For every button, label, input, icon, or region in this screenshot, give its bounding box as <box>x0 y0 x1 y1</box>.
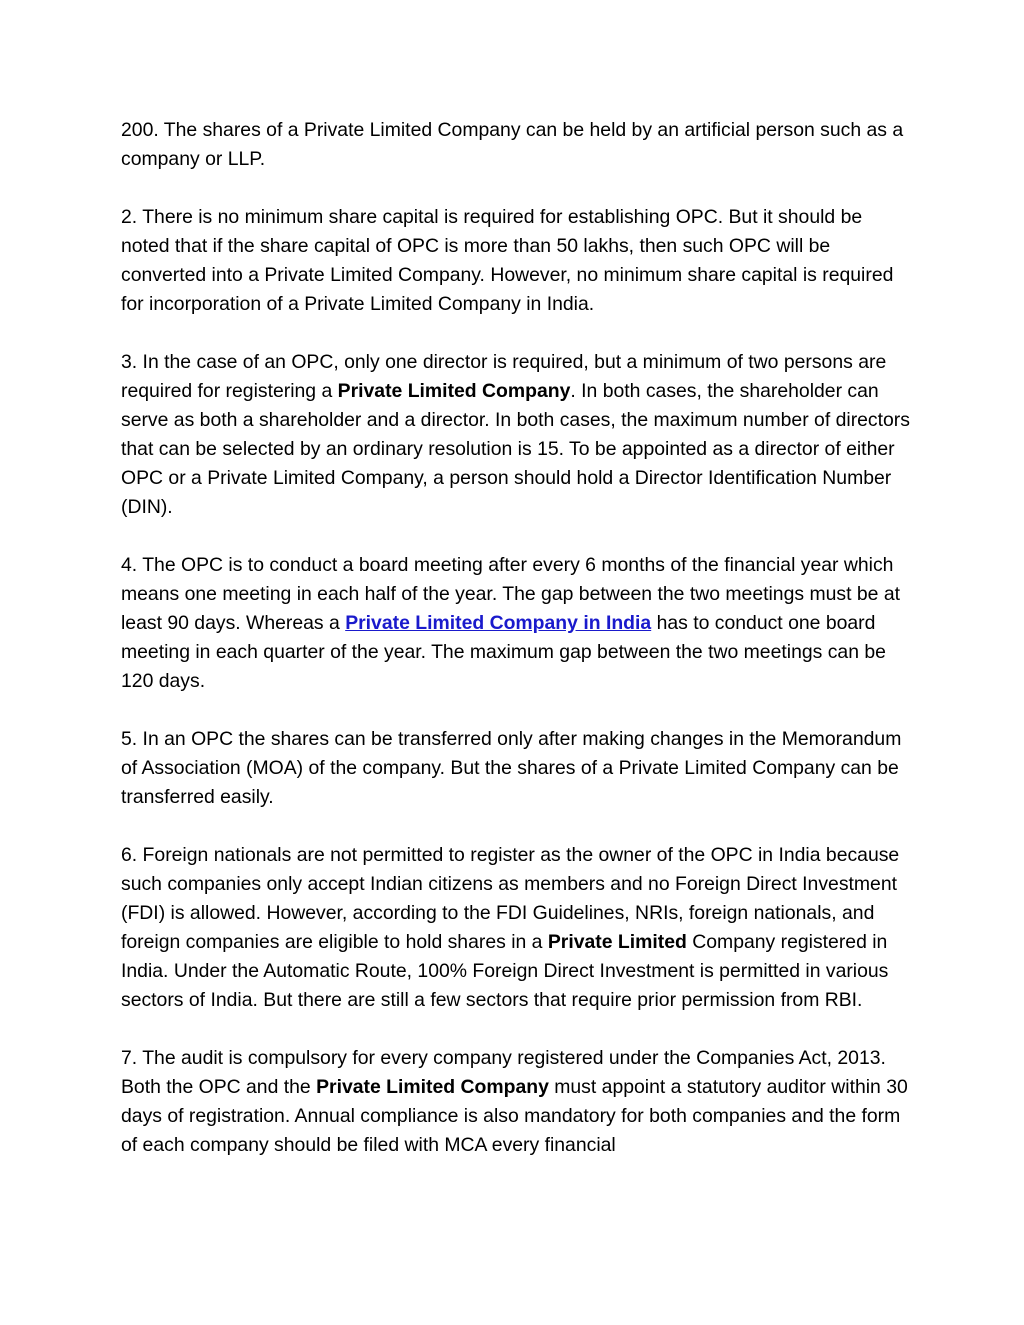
paragraph-text-after: . In both cases, the shareholder can serve as both a shareholder and a director. In both cases, the maximum number of directors that can be selected by an ordinary resolution is 15. To be appointed as a director of either OPC or a Private Limited Company, a person should hold a Director Identification Number (DIN). <box>121 380 910 518</box>
paragraph-6-foreign-nationals <box>121 841 911 1015</box>
paragraph-200 <box>121 116 911 174</box>
paragraph-text-before: 4. The OPC is to conduct a board meeting after every 6 months of the financial year which means one meeting in each half of the year. The gap between the two meetings must be at least 90 days. Whereas a <box>121 554 900 634</box>
bold-term: Private Limited <box>547 931 687 953</box>
paragraph-2-share-capital <box>121 203 911 319</box>
paragraph-text-before: 3. In the case of an OPC, only one director is required, but a minimum of two persons are required for registering a <box>121 351 887 402</box>
paragraph-text: 2. There is no minimum share capital is required for establishing OPC. But it should be noted that if the share capital of OPC is more than 50 lakhs, then such OPC will be converted into a Private Limited Company. However, no minimum share capital is required for incorporation of a Private Limited Company in India. <box>121 206 894 315</box>
document-body <box>121 116 911 1189</box>
paragraph-text-before: 7. The audit is compulsory for every company registered under the Companies Act, 2013. Both the OPC and the <box>121 1047 886 1098</box>
paragraph-4-board-meetings <box>121 551 911 696</box>
paragraph-5-share-transfer <box>121 725 911 812</box>
paragraph-text: 5. In an OPC the shares can be transferred only after making changes in the Memorandum of Association (MOA) of the company. But the shares of a Private Limited Company can be transferred easily. <box>121 728 902 808</box>
paragraph-text: 200. The shares of a Private Limited Company can be held by an artificial person such as a company or LLP. <box>121 119 904 170</box>
paragraph-text-after: must appoint a statutory auditor within 30 days of registration. Annual compliance is also mandatory for both companies and the form of each company should be filed with MCA every financial <box>121 1076 908 1156</box>
paragraph-text-after: has to conduct one board meeting in each quarter of the year. The maximum gap between the two meetings can be 120 days. <box>121 612 886 692</box>
private-limited-company-link[interactable]: Private Limited Company in India <box>345 612 652 634</box>
paragraph-text-before: 6. Foreign nationals are not permitted to register as the owner of the OPC in India because such companies only accept Indian citizens as members and no Foreign Direct Investment (FDI) is allowed. However, according to the FDI Guidelines, NRIs, foreign nationals, and foreign companies are eligible to hold shares in a <box>121 844 900 953</box>
bold-term: Private Limited Company <box>337 380 571 402</box>
paragraph-7-audit <box>121 1044 911 1160</box>
bold-term: Private Limited Company <box>316 1076 549 1098</box>
paragraph-text-after: Company registered in India. Under the Automatic Route, 100% Foreign Direct Investment is permitted in various sectors of India. But there are still a few sectors that require prior permission from RBI. <box>121 931 889 1011</box>
paragraph-3-directors <box>121 348 911 522</box>
